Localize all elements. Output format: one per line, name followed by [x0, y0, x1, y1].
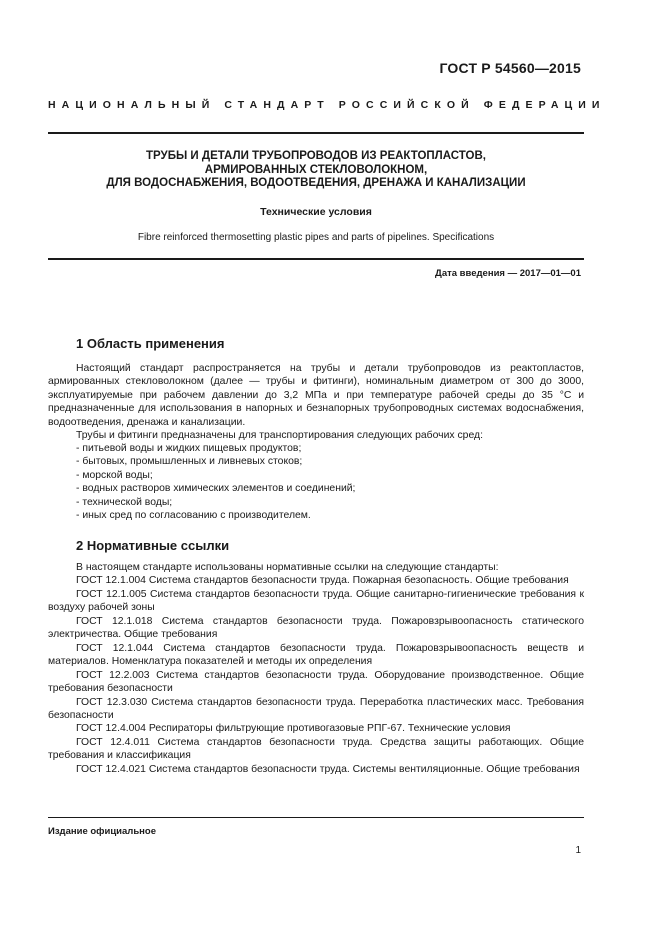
section-1-heading: 1 Область применения	[76, 336, 225, 351]
title-line-2: АРМИРОВАННЫХ СТЕКЛОВОЛОКНОМ,	[204, 163, 428, 176]
list-item: - иных сред по согласованию с производителем.	[76, 509, 576, 522]
english-title: Fibre reinforced thermosetting plastic pipes and parts of pipelines. Specifications	[137, 232, 495, 243]
section-1-paragraph-2: Трубы и фитинги предназначены для транспортирования следующих рабочих сред:	[76, 430, 483, 442]
reference-item: ГОСТ 12.1.018 Система стандартов безопасности труда. Пожаровзрывоопасность статического электричества. Общие требования	[48, 615, 584, 641]
document-title	[48, 150, 584, 191]
national-standard-title: НАЦИОНАЛЬНЫЙ СТАНДАРТ РОССИЙСКОЙ ФЕДЕРАЦИИ	[48, 99, 606, 111]
reference-item: ГОСТ 12.4.021 Система стандартов безопасности труда. Системы вентиляционные. Общие требования	[76, 763, 580, 775]
title-line-1: ТРУБЫ И ДЕТАЛИ ТРУБОПРОВОДОВ ИЗ РЕАКТОПЛАСТОВ,	[146, 150, 486, 162]
reference-item: ГОСТ 12.4.011 Система стандартов безопасности труда. Средства защиты работающих. Общие требования и классификация	[48, 736, 584, 762]
section-1-body	[48, 362, 584, 443]
reference-item: ГОСТ 12.1.004 Система стандартов безопасности труда. Пожарная безопасность. Общие требования	[76, 575, 569, 587]
reference-item: ГОСТ 12.2.003 Система стандартов безопасности труда. Оборудование производственное. Общие требования безопасности	[48, 669, 584, 695]
list-item: - водных растворов химических элементов и соединений;	[76, 482, 576, 495]
header-divider	[48, 132, 584, 134]
media-list	[76, 442, 576, 523]
section-2-heading: 2 Нормативные ссылки	[76, 538, 230, 553]
reference-item: ГОСТ 12.4.004 Респираторы фильтрующие противогазовые РПГ-67. Технические условия	[76, 723, 511, 735]
document-subtitle: Технические условия	[260, 206, 372, 218]
list-item: - питьевой воды и жидких пищевых продуктов;	[76, 442, 576, 455]
section-1-paragraph-1: Настоящий стандарт распространяется на трубы и детали трубопроводов из реактопластов, армированных стекловолокном (далее — трубы и фитинги), номинальным диаметром от 300 до 3000, эксплуатируемые при рабочем давлении до 3,2 МПа и при температуре рабочей среды до 35 °C и предназначенные для использования в напорных и безнапорных трубопроводных системах водоснабжения, водоотведения, дренажа и канализации.	[48, 363, 584, 428]
reference-item: ГОСТ 12.1.044 Система стандартов безопасности труда. Пожаровзрывоопасность веществ и материалов. Номенклатура показателей и методы их определения	[48, 642, 584, 668]
reference-item: ГОСТ 12.3.030 Система стандартов безопасности труда. Переработка пластических масс. Требования безопасности	[48, 696, 584, 721]
list-item: - морской воды;	[76, 469, 576, 482]
page-number: 1	[575, 845, 581, 856]
effective-date: Дата введения — 2017—01—01	[435, 268, 581, 279]
title-line-3: ДЛЯ ВОДОСНАБЖЕНИЯ, ВОДООТВЕДЕНИЯ, ДРЕНАЖА И КАНАЛИЗАЦИИ	[106, 177, 526, 189]
list-item: - бытовых, промышленных и ливневых стоков;	[76, 455, 576, 468]
standard-code: ГОСТ Р 54560—2015	[439, 60, 581, 76]
reference-item: ГОСТ 12.1.005 Система стандартов безопасности труда. Общие санитарно-гигиенические требования к воздуху рабочей зоны	[48, 588, 584, 614]
official-edition-label: Издание официальное	[48, 826, 156, 837]
title-divider	[48, 258, 584, 260]
references-intro: В настоящем стандарте использованы нормативные ссылки на следующие стандарты:	[76, 562, 499, 573]
normative-references	[48, 561, 584, 776]
footer-divider	[48, 817, 584, 818]
list-item: - технической воды;	[76, 496, 576, 509]
